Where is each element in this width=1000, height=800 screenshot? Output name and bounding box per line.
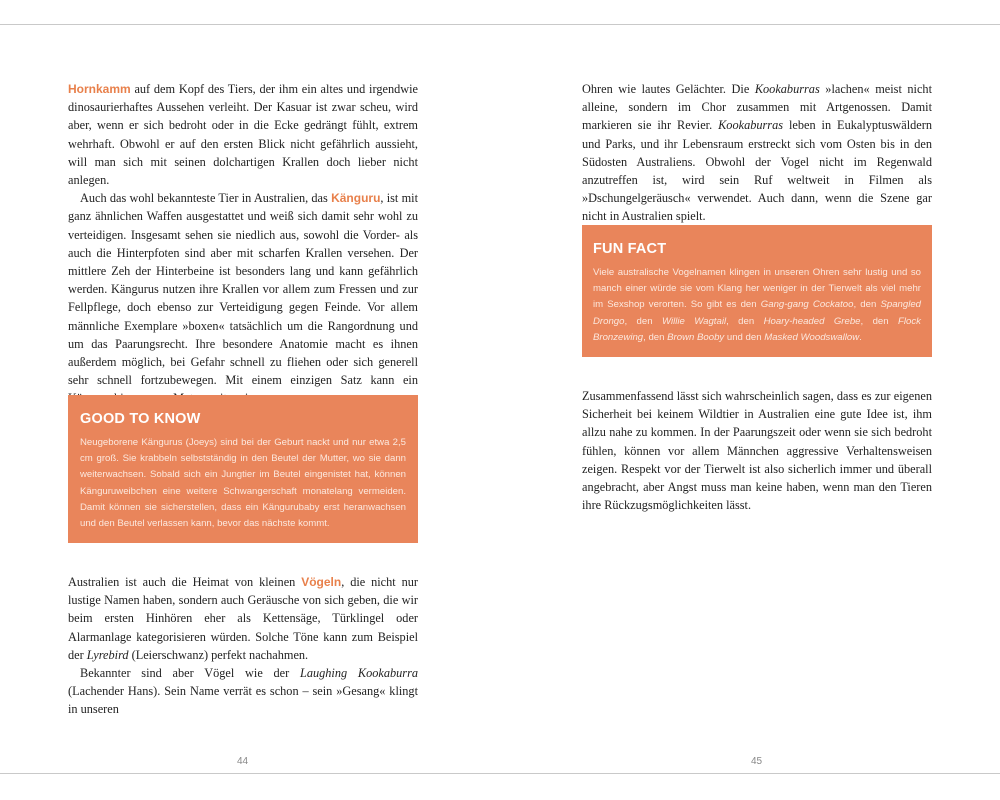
box-title: GOOD TO KNOW <box>80 411 201 427</box>
left-page-column-bottom <box>68 573 418 719</box>
paragraph: Hornkamm auf dem Kopf des Tiers, der ihm ein altes und irgendwie dinosaurierhaftes Aussehen verleiht. Der Kasuar ist zwar scheu, wird aber, wenn er sich bedroht oder in die Ecke gedrängt fühlt, extrem wehrhaft. Obwohl er auf den ersten Blick nicht gefährlich aussieht, will man sich mit seinen dolchartigen Krallen doch lieber nicht anlegen. <box>68 82 418 188</box>
right-page-column-bottom <box>582 387 932 514</box>
page-number-right: 45 <box>751 756 763 767</box>
paragraph: Auch das wohl bekannteste Tier in Australien, das Känguru, ist mit ganz ähnlichen Waffen ausgestattet und weiß sich damit sehr wohl zu verteidigen. Insgesamt sehen sie niedlich aus, sowohl die Vorder- als auch die Hinterpfoten sind aber mit scharfen Krallen versehen. Der mittlere Zeh der Hinterbeine ist besonders lang und kann gefährlich werden. Kängurus nutzen ihre Krallen vor allem zum Fressen und zur Fellpflege, doch ebenso zur Verteidigung gegen Feinde. Vor allem männliche Exemplare »boxen« tatsächlich um die Rangordnung und um das Paarungsrecht. Ihre besondere Anatomie macht es ihnen außerdem möglich, bei Gefahr schnell zu fliehen oder sich generell sehr schnell fortzubewegen. Mit einem einzigen Satz kann ein <box>68 191 418 388</box>
keyword-highlight: Vögeln <box>301 575 342 589</box>
fun-fact-box <box>582 225 932 357</box>
book-spread <box>0 24 1000 774</box>
paragraph: Australien ist auch die Heimat von kleinen Vögeln, die nicht nur lustige Namen haben, sondern auch Geräusche von sich geben, die wir beim ersten Hinhören eher als Kettensäge, Türklingel oder Alarmanlage kategorisieren würden. Solche Töne kann zum Beispiel der Lyrebird (Leierschwanz) perfekt nachahmen. <box>68 575 418 662</box>
keyword-highlight: Känguru <box>331 191 381 206</box>
paragraph: Zusammenfassend lässt sich wahrscheinlich sagen, dass es zur eigenen Sicherheit bei keinem Wildtier in Australien eine gute Idee ist, ihm allzu nahe zu kommen. In der Paarungszeit oder wenn sie sich bedroht fühlen, können vor allem Männchen aggressive Verhaltensweisen zeigen. Respekt vor der Tierwelt ist also sicherlich immer und überall angebracht, aber Angst muss man keine haben, wenn man den Tieren ihre Rückzugsmöglichkeiten lässt. <box>582 389 932 513</box>
box-text: Neugeborene Kängurus (Joeys) sind bei der Geburt nackt und nur etwa 2,5 cm groß. Sie krabbeln selbstständig in den Beutel der Mutter, wo sie dann weiterwachsen. Sobald sich ein Jungtier im Beutel eingenistet hat, können Känguruweibchen eine weitere Schwangerschaft monatelang vermeiden. Damit können sie sicherstellen, dass ein Kängurubaby erst heranwachsen und den Beutel verlassen kann, bevor das nächste kommt. <box>80 437 406 530</box>
right-page-column-top <box>582 80 932 226</box>
keyword-highlight: Hornkamm <box>68 82 131 96</box>
good-to-know-box <box>68 395 418 543</box>
left-page-column-top <box>68 80 418 408</box>
box-text: Viele australische Vogelnamen klingen in unseren Ohren sehr lustig und so manch einer würde sie vom Klang her weniger in der Tierwelt als viel mehr im Sexshop verorten. So gibt es den Gang-gang Cockatoo, den Spangled Drongo, den Willie Wagtail, den Hoary-headed Grebe, den Flock Bronzewing, den Brown Booby und den Masked Woodswallow. <box>593 267 922 343</box>
page-number-left: 44 <box>237 756 249 767</box>
box-title: FUN FACT <box>593 241 667 257</box>
paragraph: Ohren wie lautes Gelächter. Die Kookaburras »lachen« meist nicht alleine, sondern im Chor zusammen mit Artgenossen. Damit markieren sie ihr Revier. Kookaburras leben in Eukalyptuswäldern und Parks, und ihr Lebensraum erstreckt sich vom Osten bis in den Südosten Australiens. Obwohl der Vogel nicht im Regenwald anzutreffen ist, wird sein Ruf weltweit in Filmen als »Dschungelgeräusch« verwendet. Auch dann, wenn die Szene gar nicht in Australien spielt. <box>582 82 932 224</box>
paragraph: Bekannter sind aber Vögel wie der Laughing Kookaburra (Lachender Hans). Sein Name verrät es schon – sein »Gesang« klingt in unseren <box>68 666 419 717</box>
